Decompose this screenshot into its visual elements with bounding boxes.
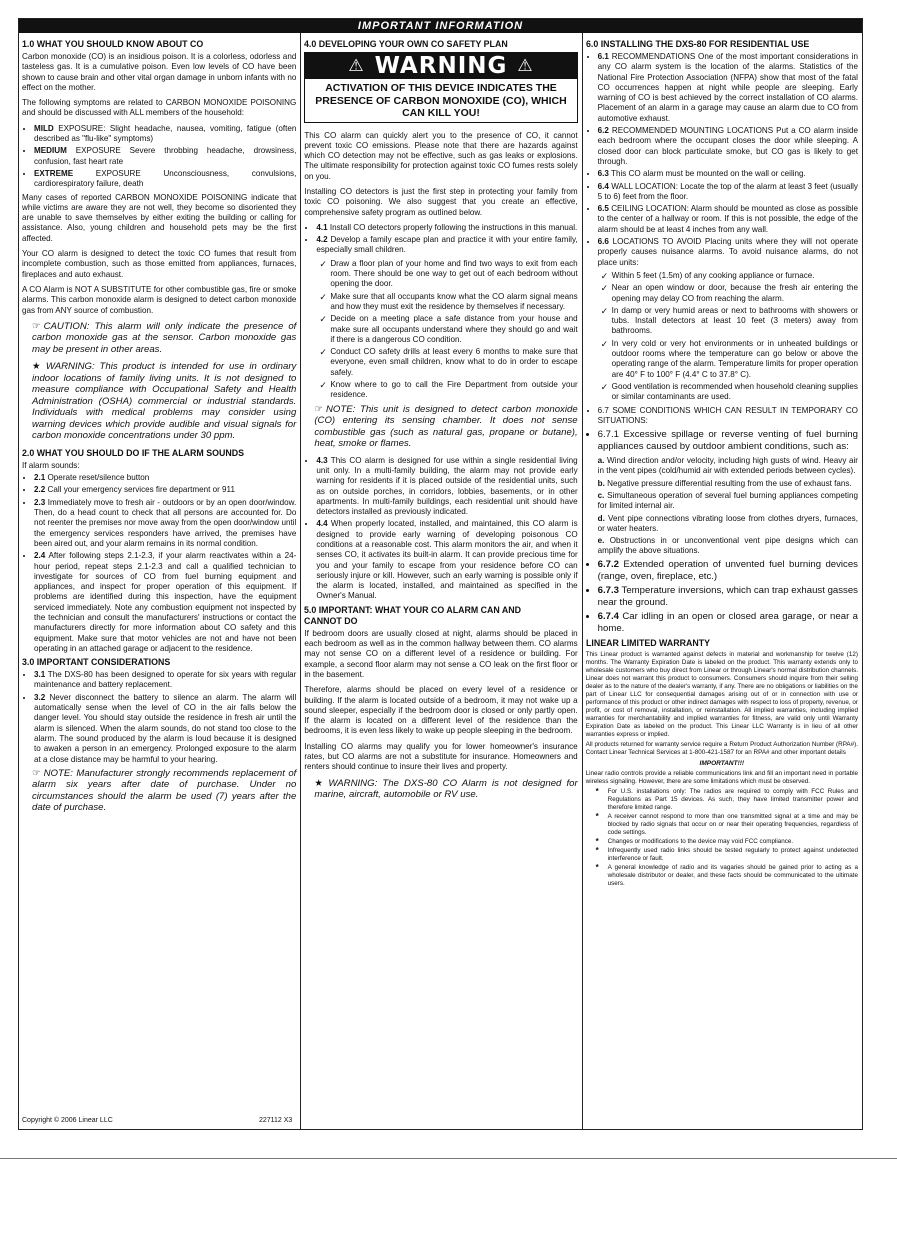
usage-warning-note: ★ WARNING: The DXS-80 CO Alarm is not designed for marine, aircraft, automobile or RV use.	[314, 777, 578, 801]
important-label: IMPORTANT!!!	[699, 759, 745, 767]
paragraph: This CO alarm can quickly alert you to the presence of CO, it cannot prevent toxic CO emissions. Please note that there are hazards against which CO detection may not be effective, such as gas leaks or explosions. The ultimate responsibility for protection against toxic CO fumes rests solely on you.	[304, 130, 578, 181]
section-5-title: 5.0 IMPORTANT: WHAT YOUR CO ALARM CAN AND CANNOT DO	[304, 604, 522, 627]
column-1	[19, 33, 301, 1129]
check-item: ✓ Make sure that all occupants know what the CO alarm signal means and how they must exit the residence by themselves if necessary.	[330, 292, 577, 313]
paragraph: A CO Alarm is NOT A SUBSTITUTE for other combustible gas, fire or smoke alarms. This carbon monoxide alarm is designed to detect carbon monoxide gas from ANY source of combustion.	[22, 284, 297, 315]
paragraph: Therefore, alarms should be placed on every level of a residence or building. If the alarm is located outside of a bedroom, it may not wake up a sound sleeper, especially if the bedroom door is closed or only partly open. If the alarm is located on a different level of the residence than the bedrooms, it is even less likely to wake up people sleeping in the bedroom.	[304, 685, 578, 736]
list-item: • 6.5 CEILING LOCATION: Alarm should be mounted as close as possible to the center of a hallway or room. If this is not possible, the edge of the alarm should be at least 4 inches from any wall.	[598, 204, 858, 235]
list-item: • 6.1 RECOMMENDATIONS One of the most important considerations in any CO alarm system is the location of the alarms. Statistics of the National Fire Protection Association (NFPA) show that most of the fatal CO occurrences happen at night while people are sleeping. Early warning of CO is best achieved by the correct installation of CO alarms. Placement of an alarm in a garage may cause an alarm due to CO from automotive exhaust.	[598, 52, 858, 124]
warning-triangle-icon: ⚠	[348, 56, 365, 76]
paragraph: Your CO alarm is designed to detect the toxic CO fumes that result from incomplete combustion, such as those emitted from appliances, furnaces, fireplaces and auto exhaust.	[22, 249, 297, 279]
list-item: • 4.2 Develop a family escape plan and practice it with your entire family, especially small children.	[316, 235, 577, 256]
symptom-list	[22, 124, 296, 190]
escape-plan-checklist	[304, 259, 577, 401]
paragraph: If bedroom doors are usually closed at night, alarms should be placed in each bedroom as well as in the common hallway between them. CO alarms may not sense CO on a different level of a residence or building. For example, a second floor alarm may not sense a CO leak on the first floor or in the basement.	[304, 628, 578, 679]
warning-note: ★ WARNING: This product is intended for use in ordinary indoor locations of family living units. It is not designed to measure compliance with Occupational Safety and Health Administration (OSHA) commercial or industrial standards. Individuals with medical problems may consider using warning devices which provide audible and visual signals for carbon monoxide concentrations under 30 ppm.	[32, 361, 297, 442]
list-item: • 6.6 LOCATIONS TO AVOID Placing units where they will not operate properly causes nuisance alarms. To avoid nuisance alarms, do not place units:	[598, 237, 858, 268]
section-6-title: 6.0 INSTALLING THE DXS-80 FOR RESIDENTIAL USE	[585, 39, 809, 50]
sub-item: b. Negative pressure differential resulting from the use of exhaust fans.	[597, 478, 852, 488]
radio-limitations-list	[586, 788, 858, 888]
info-sheet	[18, 18, 863, 1130]
list-item: • 3.1 The DXS-80 has been designed to operate for six years with regular maintenance and battery replacement.	[34, 670, 296, 691]
list-item: • 2.2 Call your emergency services fire department or 911	[34, 485, 296, 495]
list-item: • 6.7.4 Car idling in an open or closed area garage, or near a home.	[598, 611, 858, 635]
sub-item: c. Simultaneous operation of several fuel burning appliances competing for limited internal air.	[597, 490, 858, 511]
avoid-locations-checklist	[586, 271, 858, 403]
list-item: • MEDIUM EXPOSURE Severe throbbing headache, drowsiness, confusion, fast heart rate	[34, 146, 296, 167]
footer	[22, 1116, 292, 1126]
list-item: • MILD EXPOSURE: Slight headache, nausea, vomiting, fatigue (often described as "flu-like" symptoms)	[34, 124, 296, 145]
paragraph: The following symptoms are related to CARBON MONOXIDE POISONING and should be discussed with ALL members of the household:	[22, 98, 297, 118]
paragraph: Installing CO detectors is just the first step in protecting your family from toxic CO poisoning. We also suggest that you create an effective, comprehensive safety program as outlined below.	[304, 186, 578, 217]
section-3-title: 3.0 IMPORTANT CONSIDERATIONS	[22, 657, 171, 669]
paragraph: If alarm sounds:	[22, 460, 80, 470]
alarm-steps-list	[22, 473, 296, 654]
list-item: • 6.7 SOME CONDITIONS WHICH CAN RESULT IN TEMPORARY CO SITUATIONS:	[598, 406, 858, 427]
list-item: • 2.4 After following steps 2.1-2.3, if your alarm reactivates within a 24-hour period, repeat steps 2.1-2.3 and call a qualified technician to investigate for sources of CO from fuel burning equipment and appliances, and inspect for proper operation of this equipment. If problems are identified during this inspection, have the equipment serviced immediately. Note any combustion equipment not inspected by the technician and consult the manufacturers' instructions or contact the manufacturers directly for more information about CO safety and this equipment. Make sure that motor vehicles are not and have not been operating in an attached garage or adjacent to the residence.	[34, 551, 296, 654]
sub-item: a. Wind direction and/or velocity, including high gusts of wind. Heavy air in the vent pipes (cold/humid air with extended periods between cycles).	[597, 456, 858, 476]
column-3	[583, 33, 862, 1129]
conditions-list	[586, 429, 858, 453]
star-icon: ★	[32, 361, 43, 373]
divider	[0, 1158, 897, 1159]
check-item: ✓ Draw a floor plan of your home and find two ways to exit from each room. There should be one way to get out of each bedroom without opening the door.	[330, 259, 577, 290]
list-item: * For U.S. installations only: The radios are required to comply with FCC Rules and Regulations as Part 15 devices. As such, they have limited transmitter power and therefore limited range.	[608, 788, 858, 812]
check-item: ✓ Conduct CO safety drills at least every 6 months to make sure that everyone, even small children, know what to do in order to escape safely.	[330, 347, 577, 378]
list-item: • 4.1 Install CO detectors properly following the instructions in this manual.	[316, 223, 577, 233]
safety-plan-list	[304, 223, 577, 256]
pointing-hand-icon: ☞	[32, 320, 41, 332]
list-item: * A general knowledge of radio and its vagaries should be gained prior to acting as a wholesale distributor or dealer, and these facts should be communicated to the ultimate users.	[608, 864, 858, 888]
copyright: Copyright © 2006 Linear LLC	[22, 1116, 113, 1124]
check-item: ✓ Within 5 feet (1.5m) of any cooking appliance or furnace.	[612, 271, 858, 281]
warning-box	[304, 52, 577, 123]
check-item: ✓ Near an open window or door, because the fresh air entering the opening may delay CO from reaching the alarm.	[612, 283, 858, 304]
pointing-hand-icon: ☞	[314, 403, 323, 415]
list-item: • 2.3 Immediately move to fresh air - outdoors or by an open door/window. Then, do a head count to check that all persons are accounted for. Do not reenter the premises nor move away from the open door/window until the emergency services responders have arrived, the premises have been aired out, and your alarm remains in its normal condition.	[34, 498, 296, 549]
list-item: • 6.7.2 Extended operation of unvented fuel burning devices (range, oven, fireplace, etc.)	[598, 559, 858, 583]
caution-note: ☞ CAUTION: This alarm will only indicate the presence of carbon monoxide gas at the sensor. Carbon monoxide gas may be present in other areas.	[32, 320, 297, 355]
conditions-list-2	[586, 559, 858, 635]
list-item: • 6.2 RECOMMENDED MOUNTING LOCATIONS Put a CO alarm inside each bedroom where the occupant closes the door while sleeping. A closed door can block particulate smoke, but CO gas is likely to get through.	[598, 126, 858, 167]
list-item: • 3.2 Never disconnect the battery to silence an alarm. The alarm will automatically sense when the level of CO in the air falls below the danger level. You should stay outside the residence in fresh air until the alarm is silenced. When the alarm sounds, do not stand too close to the alarm. The sound produced by the alarm is loud because it is designed to awaken a person in an emergency. Prolonged exposure to the alarm at a close distance may be harmful to your hearing.	[34, 693, 296, 765]
warning-triangle-icon: ⚠	[517, 56, 534, 76]
column-2	[301, 33, 582, 1129]
list-item: * Infrequently used radio links should be tested regularly to protect against undetected interference or fault.	[608, 847, 858, 863]
list-item: • 6.3 This CO alarm must be mounted on the wall or ceiling.	[598, 169, 858, 179]
temporary-co-list	[586, 406, 858, 427]
installation-list	[586, 52, 858, 268]
considerations-list	[22, 670, 296, 765]
safety-plan-list-2	[304, 456, 577, 602]
section-4-title: 4.0 DEVELOPING YOUR OWN CO SAFETY PLAN	[304, 39, 509, 50]
list-item: • EXTREME EXPOSURE Unconsciousness, convulsions, cardiorespiratory failure, death	[34, 169, 296, 190]
check-item: ✓ Know where to go to call the Fire Department from outside your residence.	[330, 380, 577, 401]
section-1-title: 1.0 WHAT YOU SHOULD KNOW ABOUT CO	[22, 39, 204, 50]
paragraph: Installing CO alarms may qualify you for lower homeowner's insurance rates, but CO alarms are not a substitute for insurance. Homeowners and renters should continue to insure their lives and property.	[304, 741, 578, 772]
warning-text: ACTIVATION OF THIS DEVICE INDICATES THE PRESENCE OF CARBON MONOXIDE (CO), WHICH CAN KILL YOU!	[315, 82, 567, 119]
check-item: ✓ Good ventilation is recommended when household cleaning supplies or similar contaminants are used.	[612, 382, 858, 403]
check-item: ✓ In damp or very humid areas or next to bathrooms with showers or tubs. Install detectors at least 10 feet (3 meters) away from bathrooms.	[612, 306, 858, 337]
pointing-hand-icon: ☞	[32, 767, 41, 779]
warranty-title: LINEAR LIMITED WARRANTY	[585, 637, 710, 649]
list-item: • 6.7.1 Excessive spillage or reverse venting of fuel burning appliances caused by outdoor ambient conditions, such as:	[598, 429, 858, 453]
returns-text: All products returned for warranty service require a Return Product Authorization Number (RPA#). Contact Linear Technical Services at 1-800-421-1587 for an RPA# and other important details	[585, 740, 858, 756]
list-item: * Changes or modifications to the device may void FCC compliance.	[608, 838, 858, 846]
banner-title: IMPORTANT INFORMATION	[19, 19, 862, 33]
list-item: * A receiver cannot respond to more than one transmitted signal at a time and may be blocked by radio signals that occur on or near their operating frequencies, regardless of code settings.	[608, 813, 858, 837]
section-2-title: 2.0 WHAT YOU SHOULD DO IF THE ALARM SOUNDS	[22, 447, 244, 459]
warning-header: ⚠ WARNING ⚠	[305, 53, 576, 79]
paragraph: Carbon monoxide (CO) is an insidious poison. It is a colorless, odorless and tasteless gas. It is a cumulative poison. Even low levels of CO have been shown to cause brain and other vital organ damage in unborn infants with no effect on the mother.	[22, 52, 297, 92]
paragraph: Many cases of reported CARBON MONOXIDE POISONING indicate that while victims are aware they are not well, they become so disoriented they are unable to save themselves by either exiting the building or calling for assistance. Also, young children and household pets may be the first affected.	[22, 192, 297, 243]
sensor-note: ☞ NOTE: This unit is designed to detect carbon monoxide (CO) entering its sensing chamber. It does not sense combustible gas (such as natural gas, propane or butane), heat, smoke or flames.	[314, 403, 578, 450]
star-icon: ★	[314, 777, 326, 789]
sub-item: e. Obstructions in or unconventional vent pipe designs which can amplify the above situations.	[597, 536, 858, 556]
list-item: • 6.7.3 Temperature inversions, which can trap exhaust gasses near the ground.	[598, 585, 858, 609]
part-number: 227112 X3	[258, 1116, 293, 1124]
check-item: ✓ Decide on a meeting place a safe distance from your house and make sure all occupants understand where they should go and wait if there is a dangerous CO condition.	[330, 314, 577, 345]
replacement-note: ☞ NOTE: Manufacturer strongly recommends replacement of alarm six years after date of purchase. Under no circumstances should the alarm be used (7) years after the date of purchase.	[32, 767, 297, 814]
list-item: • 4.4 When properly located, installed, and maintained, this CO alarm is designed to provide early warning of developing poisonous CO conditions at a reasonable cost. This alarm monitors the air, and when it senses CO, it activates its built-in alarm. It can provide precious time for you and your family to escape from your residence before CO can seriously injure or kill. However, such an early warning is possible only if the alarm is located, installed, and maintained as specified in the Owner's Manual.	[316, 519, 577, 601]
warranty-text: This Linear product is warranted against defects in material and workmanship for twelve (12) months. The Warranty Expiration Date is labeled on the product. This warranty extends only to wholesale customers who buy direct from Linear or through Linear's normal distribution channels. Linear does not warrant this product to consumers. Consumers should inquire from their selling dealer as to the nature of the dealer's warranty, if any. There are no obligations or liabilities on the part of Linear LLC for consequential damages arising out of or in connection with use or performance of this product or other indirect damages with respect to loss of property, revenue, or profit, or cost of removal, installation, or reinstallation. All implied warranties, including implied warranties for merchantability and implied warranties for fitness, are valid only until Warranty Expiration Date as labeled on the product. This Linear LLC Warranty is in lieu of all other warranties express or implied.	[585, 650, 858, 738]
list-item: • 2.1 Operate reset/silence button	[34, 473, 296, 483]
radio-text: Linear radio controls provide a reliable communications link and fill an important need in portable wireless signaling. However, there are some limitations which must be observed.	[585, 770, 858, 786]
sub-item: d. Vent pipe connections vibrating loose from clothes dryers, furnaces, or water heaters.	[597, 513, 858, 533]
list-item: • 4.3 This CO alarm is designed for use within a single residential living unit only. In a multi-family building, the alarm may not provide early warning for residents if it is placed outside of the residential units, such as on outside porches, in corridors, lobbies, basements, or in other apartments. In multi-family buildings, each residential unit should have detectors installed as previously indicated.	[316, 456, 577, 518]
check-item: ✓ In very cold or very hot environments or in unheated buildings or outdoor rooms where the temperature can go below or above the operating range of the alarm. Temperature limits for proper operation are 40° F to 100° F (4.4° C to 37.8° C).	[612, 339, 858, 380]
list-item: • 6.4 WALL LOCATION: Locate the top of the alarm at least 3 feet (usually 5 to 6) feet from the floor.	[598, 182, 858, 203]
